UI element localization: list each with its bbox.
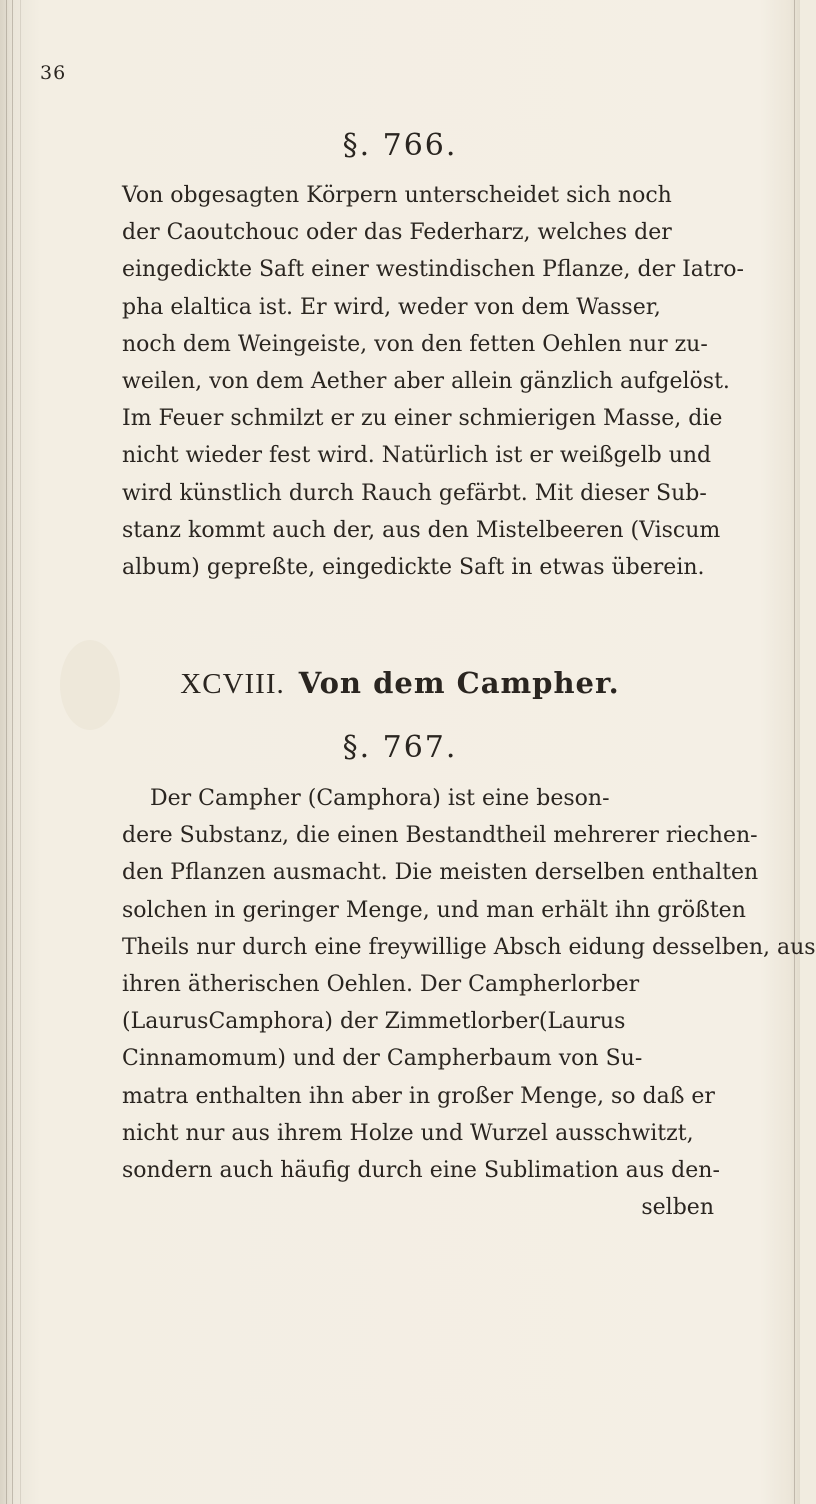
text-line: wird künstlich durch Rauch gefärbt. Mit dieser Sub- xyxy=(122,480,707,506)
text-line: matra enthalten ihn aber in großer Menge, so daß er xyxy=(122,1083,715,1109)
text-line: Cinnamomum) und der Campherbaum von Su- xyxy=(122,1046,643,1072)
text-line: weilen, von dem Aether aber allein gänzlich aufgelöst. xyxy=(122,369,730,395)
text-line: solchen in geringer Menge, und man erhält ihn größten xyxy=(122,897,746,923)
text-line: Theils nur durch eine freywillige Absch eidung desselben, aus xyxy=(122,934,816,960)
text-line: pha elaltica ist. Er wird, weder von dem Wasser, xyxy=(122,294,661,320)
text-line: album) gepreßte, eingedickte Saft in etwas überein. xyxy=(122,555,705,581)
text-line: nicht wieder fest wird. Natürlich ist er weißgelb und xyxy=(122,443,712,469)
section-766-body xyxy=(122,177,744,586)
chapter-numeral: XCVIII. xyxy=(180,668,285,700)
text-line: den Pflanzen ausmacht. Die meisten derselben enthalten xyxy=(122,860,759,886)
section-767-body xyxy=(122,780,816,1226)
text-line: noch dem Weingeiste, von den fetten Oehlen nur zu- xyxy=(122,331,708,357)
text-line: (LaurusCamphora) der Zimmetlorber(Laurus xyxy=(122,1009,626,1035)
text-line: Im Feuer schmilzt er zu einer schmierigen Masse, die xyxy=(122,406,723,432)
text-line: sondern auch häufig durch eine Sublimation aus den- xyxy=(122,1158,720,1184)
text-line: eingedickte Saft einer westindischen Pflanze, der Iatro- xyxy=(122,257,744,283)
text-line: nicht nur aus ihrem Holze und Wurzel ausschwitzt, xyxy=(122,1120,694,1146)
chapter-heading xyxy=(0,666,800,701)
text-line: der Caoutchouc oder das Federharz, welches der xyxy=(122,220,672,246)
text-line: Von obgesagten Körpern unterscheidet sich noch xyxy=(122,183,672,208)
text-line: Der Campher (Camphora) ist eine beson- xyxy=(150,786,610,811)
text-line: ihren ätherischen Oehlen. Der Campherlorber xyxy=(122,972,640,998)
catchword: selben xyxy=(641,1195,714,1221)
section-heading-767: §. 767. xyxy=(342,730,458,765)
text-line: stanz kommt auch der, aus den Mistelbeeren (Viscum xyxy=(122,517,721,543)
section-heading-766: §. 766. xyxy=(342,128,458,163)
chapter-title: Von dem Campher. xyxy=(298,666,620,700)
page-number: 36 xyxy=(40,62,67,84)
text-line: dere Substanz, die einen Bestandtheil mehrerer riechen- xyxy=(122,823,758,849)
